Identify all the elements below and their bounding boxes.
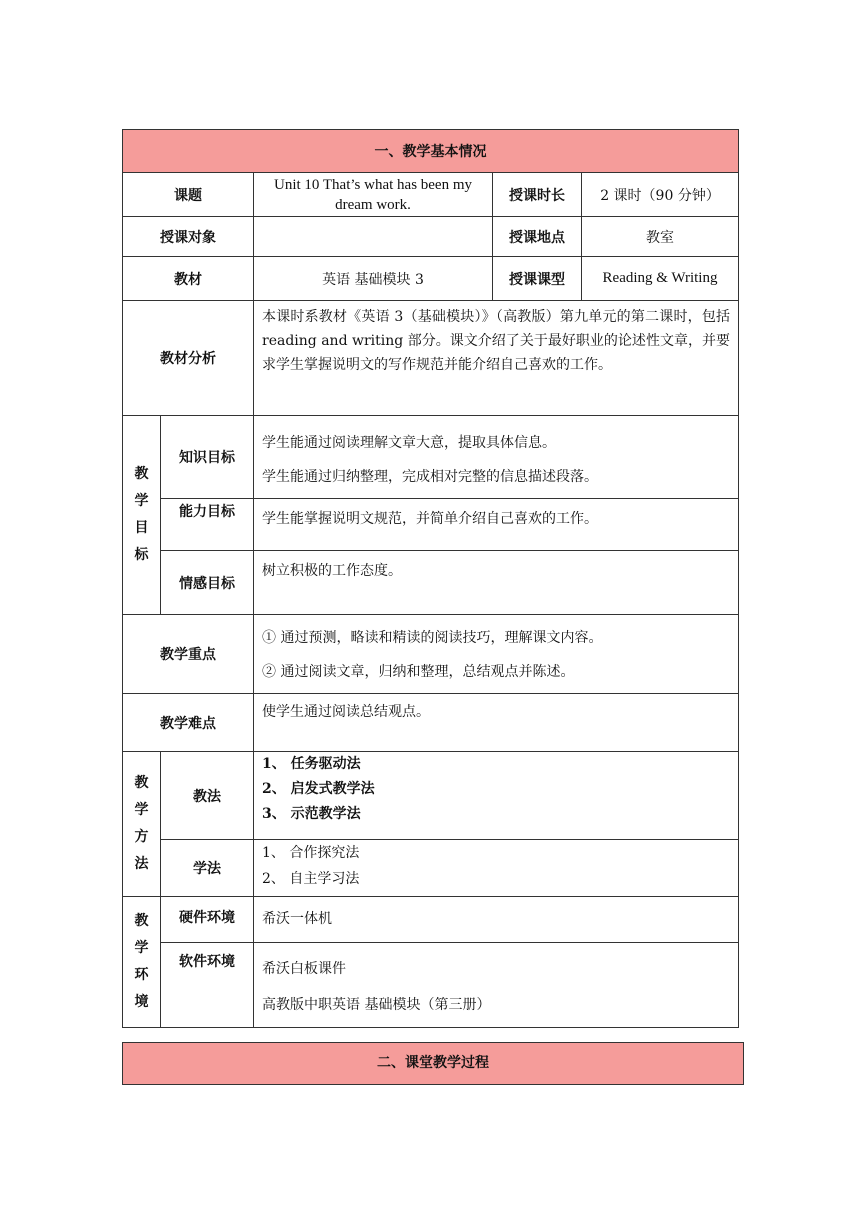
lesson-type-value: Reading & Writing <box>582 257 739 301</box>
environment-group-char: 教 <box>134 913 149 929</box>
environment-group-label <box>123 897 161 1028</box>
teaching-method-text <box>254 752 739 840</box>
topic-value: Unit 10 That’s what has been my dream work. <box>254 173 493 217</box>
objectives-group-label <box>123 416 161 615</box>
location-label: 授课地点 <box>493 217 582 257</box>
knowledge-item: 学生能通过归纳整理，完成相对完整的信息描述段落。 <box>262 469 598 485</box>
hardware-text: 希沃一体机 <box>254 897 739 943</box>
textbook-label: 教材 <box>123 257 254 301</box>
teaching-method-item: 2、 启发式教学法 <box>262 781 375 797</box>
section1-header: 一、教学基本情况 <box>123 130 739 173</box>
methods-group-char: 学 <box>134 802 149 818</box>
objectives-group-char: 目 <box>134 520 149 536</box>
ability-text: 学生能掌握说明文规范，并简单介绍自己喜欢的工作。 <box>254 499 739 551</box>
emotion-label: 情感目标 <box>161 551 254 615</box>
software-label: 软件环境 <box>161 943 254 1028</box>
software-text <box>254 943 739 1028</box>
software-item: 高教版中职英语 基础模块（第三册） <box>262 997 491 1013</box>
learning-method-item: 1、 合作探究法 <box>262 845 360 861</box>
knowledge-item: 学生能通过阅读理解文章大意，提取具体信息。 <box>262 435 556 451</box>
methods-group-char: 教 <box>134 775 149 791</box>
objectives-group-char: 教 <box>134 466 149 482</box>
key-point-item: ② 通过阅读文章，归纳和整理，总结观点并陈述。 <box>262 664 575 680</box>
knowledge-text <box>254 416 739 499</box>
topic-label: 课题 <box>123 173 254 217</box>
methods-group-char: 法 <box>134 856 149 872</box>
lesson-plan-table <box>122 129 739 1028</box>
location-value: 教室 <box>582 217 739 257</box>
duration-label: 授课时长 <box>493 173 582 217</box>
environment-group-char: 学 <box>134 940 149 956</box>
key-point-item: ① 通过预测，略读和精读的阅读技巧，理解课文内容。 <box>262 630 603 646</box>
learning-method-text <box>254 840 739 897</box>
duration-value: 2 课时（90 分钟） <box>582 173 739 217</box>
knowledge-label: 知识目标 <box>161 416 254 499</box>
analysis-label: 教材分析 <box>123 301 254 416</box>
analysis-text: 本课时系教材《英语 3（基础模块）》（高教版）第九单元的第二课时，包括 reading and writing 部分。课文介绍了关于最好职业的论述性文章，并要求学生掌握说明文的写作规范并能介绍自己喜欢的工作。 <box>254 301 739 416</box>
difficulty-text: 使学生通过阅读总结观点。 <box>254 694 739 752</box>
section2-header: 二、课堂教学过程 <box>122 1042 744 1085</box>
objectives-group-char: 标 <box>134 547 149 563</box>
hardware-label: 硬件环境 <box>161 897 254 943</box>
objectives-group-char: 学 <box>134 493 149 509</box>
audience-value <box>254 217 493 257</box>
emotion-text: 树立积极的工作态度。 <box>254 551 739 615</box>
audience-label: 授课对象 <box>123 217 254 257</box>
methods-group-char: 方 <box>134 829 149 845</box>
lesson-type-label: 授课课型 <box>493 257 582 301</box>
software-item: 希沃白板课件 <box>262 961 346 977</box>
learning-method-label: 学法 <box>161 840 254 897</box>
ability-label: 能力目标 <box>161 499 254 551</box>
teaching-method-item: 1、 任务驱动法 <box>262 756 361 772</box>
learning-method-item: 2、 自主学习法 <box>262 871 360 887</box>
key-points-text <box>254 615 739 694</box>
environment-group-char: 境 <box>134 994 149 1010</box>
teaching-method-item: 3、 示范教学法 <box>262 806 361 822</box>
textbook-value: 英语 基础模块 3 <box>254 257 493 301</box>
difficulty-label: 教学难点 <box>123 694 254 752</box>
key-points-label: 教学重点 <box>123 615 254 694</box>
methods-group-label <box>123 752 161 897</box>
environment-group-char: 环 <box>134 967 149 983</box>
teaching-method-label: 教法 <box>161 752 254 840</box>
